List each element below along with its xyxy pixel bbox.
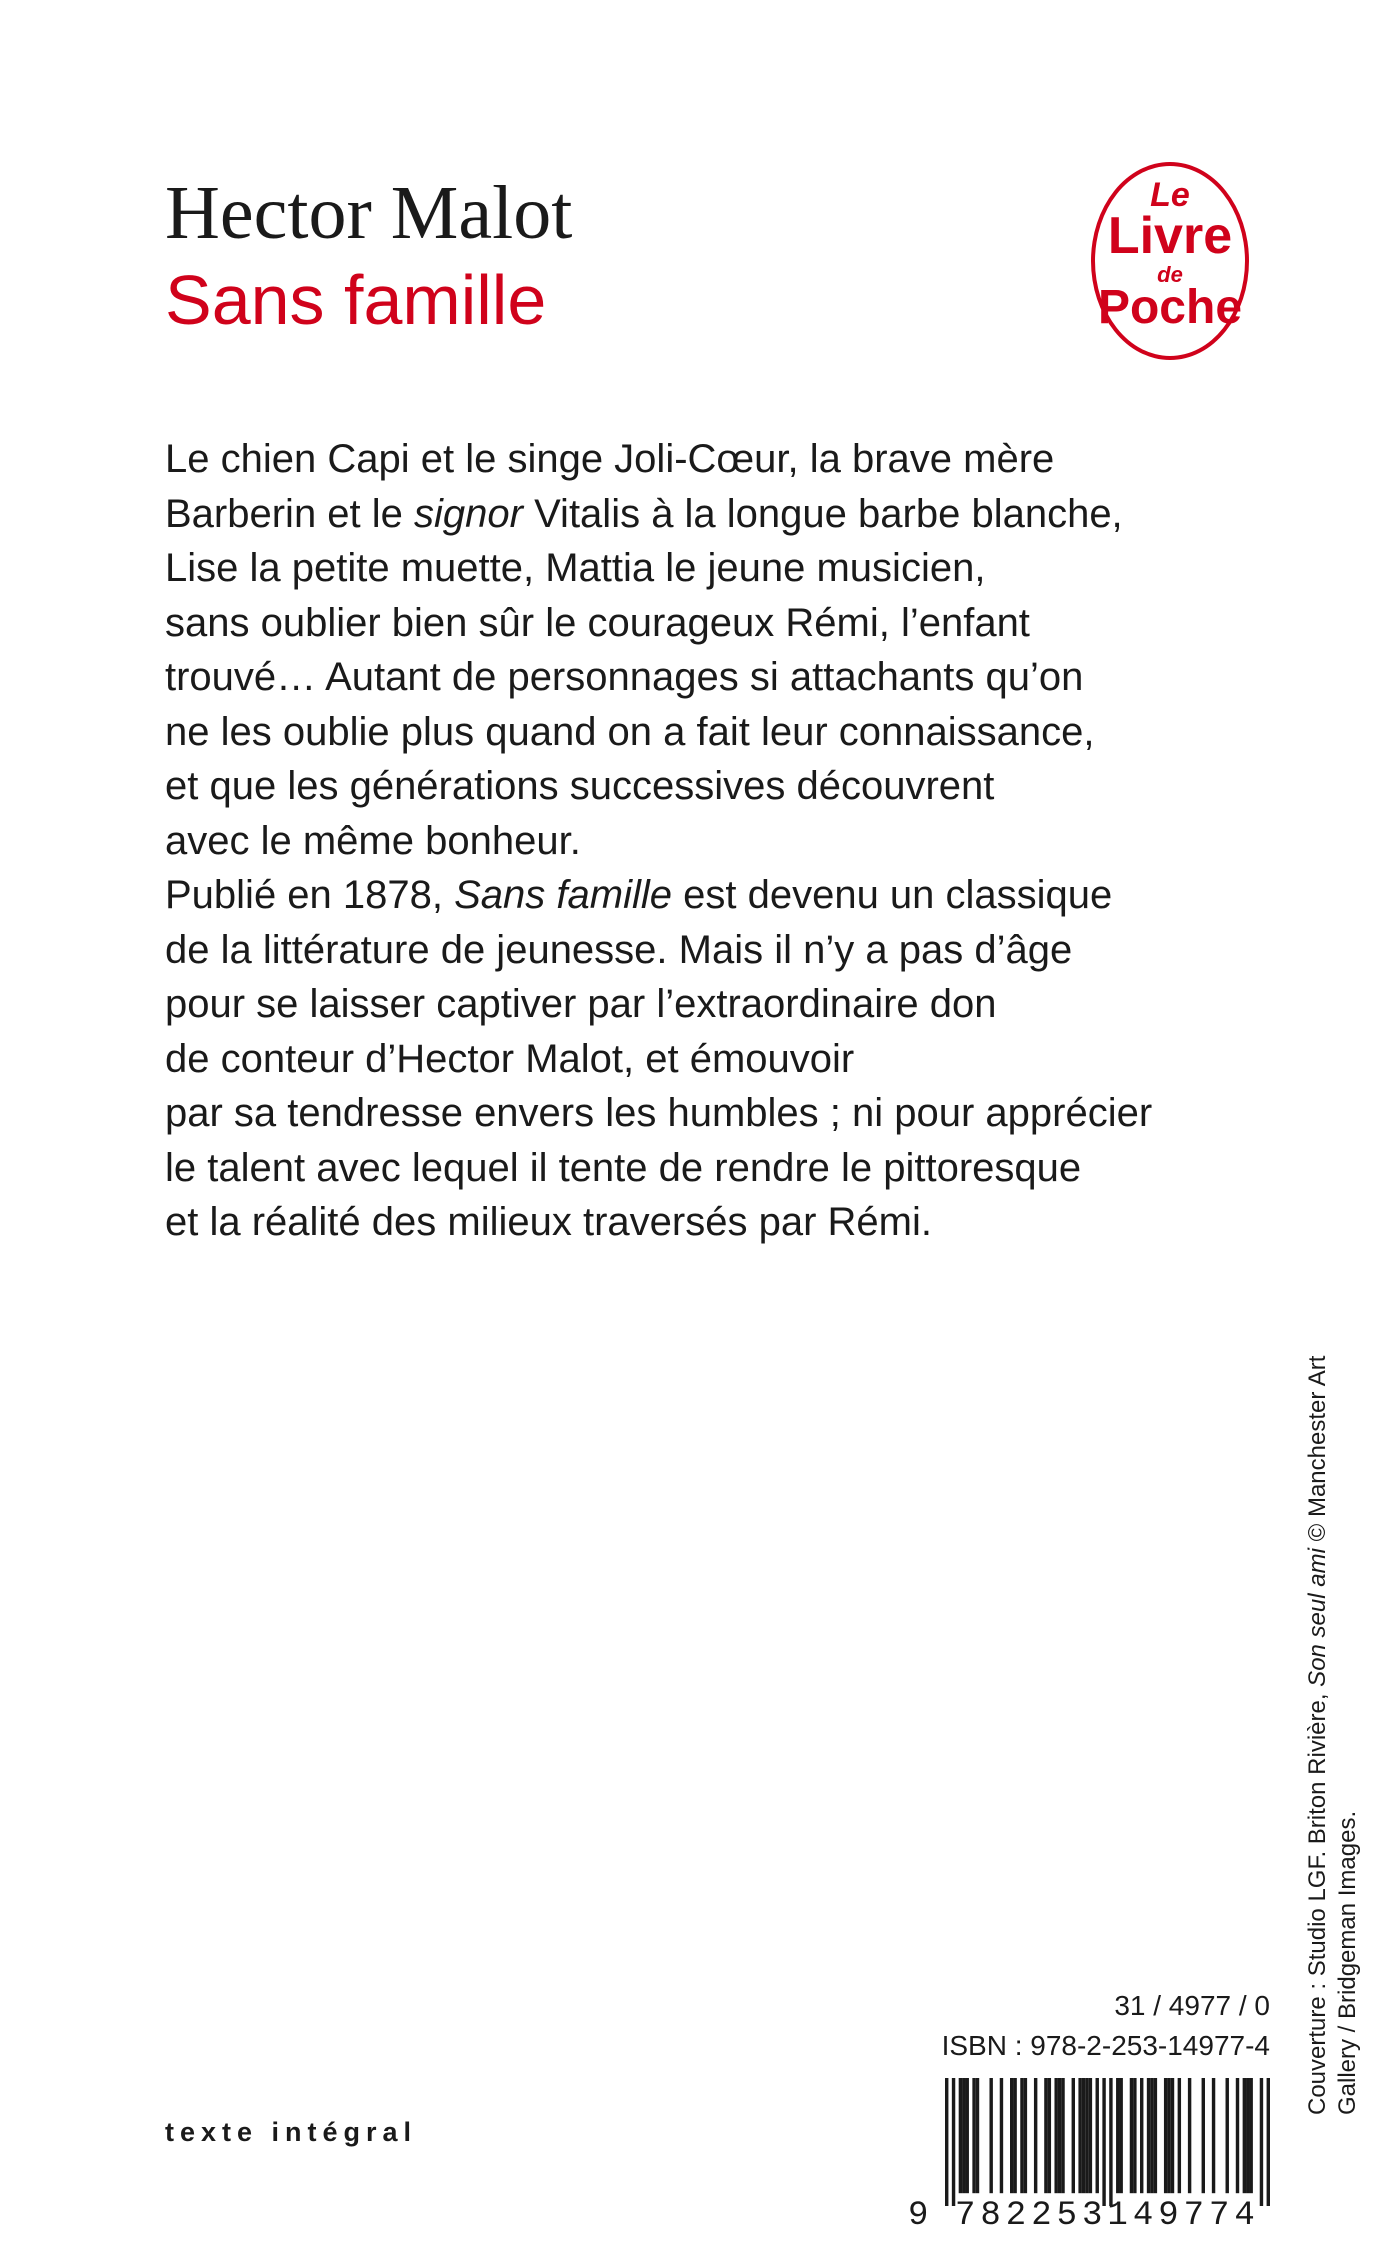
author-name: Hector Malot (165, 171, 573, 255)
barcode-bar (1109, 2078, 1112, 2206)
blurb-line (165, 868, 1245, 923)
barcode-bar (1267, 2078, 1270, 2206)
logo-text-le: Le (1150, 176, 1190, 214)
texte-integral-label: texte intégral (165, 2117, 418, 2147)
blurb-line: ne les oublie plus quand on a fait leur connaissance, (165, 709, 1095, 754)
barcode-bar (1246, 2078, 1249, 2193)
barcode (900, 2078, 1270, 2238)
barcode-bar (1260, 2078, 1263, 2206)
barcode-bar (1054, 2078, 1057, 2193)
blurb-line: sans oublier bien sûr le courageux Rémi, l’enfant (165, 600, 1030, 645)
barcode-bar (1000, 2078, 1003, 2193)
blurb-line: le talent avec lequel il tente de rendre le pittoresque (165, 1145, 1082, 1190)
blurb-text: Vitalis à la longue barbe blanche, (522, 491, 1123, 536)
barcode-bar (962, 2078, 965, 2193)
credit-line-1 (1303, 1356, 1333, 2115)
barcode-bar (1167, 2078, 1170, 2193)
barcode-bar (1249, 2078, 1252, 2193)
barcode-bar (1202, 2078, 1205, 2193)
blurb-line: Le chien Capi et le singe Joli-Cœur, la brave mère (165, 437, 1055, 481)
barcode-bar (976, 2078, 979, 2193)
barcode-bar (952, 2078, 955, 2206)
barcode-bar (959, 2078, 962, 2193)
blurb-line: de conteur d’Hector Malot, et émouvoir (165, 1036, 855, 1081)
blurb-text: est devenu un classique (672, 873, 1113, 917)
barcode-bar (1150, 2078, 1153, 2193)
blurb-paragraph-1 (165, 432, 1245, 868)
barcode-bar (1058, 2078, 1061, 2193)
barcode-bar (1188, 2078, 1191, 2193)
blurb-line: Lise la petite muette, Mattia le jeune musicien, (165, 546, 986, 590)
credit-italic: Son seul ami (1304, 1548, 1331, 1687)
credit-text: © Manchester Art (1304, 1355, 1331, 1549)
back-cover-blurb (165, 432, 1245, 1250)
blurb-italic: Sans famille (454, 873, 672, 917)
barcode-first-digit: 9 (908, 2197, 929, 2235)
barcode-bar (1226, 2078, 1229, 2193)
barcode-bar (1061, 2078, 1064, 2193)
barcode-bar (1048, 2078, 1051, 2193)
blurb-line: et la réalité des milieux traversés par Rémi. (165, 1200, 932, 1244)
barcode-bar (1072, 2078, 1075, 2193)
cover-credit (1303, 1356, 1363, 2115)
barcode-bar (1078, 2078, 1081, 2193)
barcode-bar (1171, 2078, 1174, 2193)
blurb-line: et que les générations successives découvrent (165, 764, 995, 808)
blurb-text: Barberin et le (165, 491, 415, 536)
blurb-paragraph-2 (165, 868, 1245, 1250)
barcode-bar (1140, 2078, 1143, 2193)
barcode-bar (1102, 2078, 1105, 2206)
barcode-bar (1116, 2078, 1119, 2193)
barcode-bar (1085, 2078, 1088, 2193)
blurb-line: avec le même bonheur. (165, 818, 581, 863)
blurb-italic: signor (414, 491, 523, 536)
barcode-bar (1044, 2078, 1047, 2193)
barcode-bar (1154, 2078, 1157, 2193)
barcode-bar (989, 2078, 992, 2193)
barcode-bar (1096, 2078, 1099, 2193)
blurb-line: trouvé… Autant de personnages si attachants qu’on (165, 655, 1084, 699)
barcode-digits: 782253149774 (955, 2197, 1260, 2235)
blurb-text: Publié en 1878, (165, 873, 455, 917)
barcode-bar (945, 2078, 948, 2206)
barcode-bar (1082, 2078, 1085, 2193)
barcode-bar (1034, 2078, 1037, 2193)
barcode-bar (1013, 2078, 1016, 2193)
barcode-bar (1010, 2078, 1013, 2193)
barcode-bar (1212, 2078, 1215, 2193)
catalog-code: 31 / 4977 / 0 (1114, 1990, 1270, 2021)
credit-text: Couverture : Studio LGF. Briton Rivière, (1304, 1686, 1331, 2115)
blurb-line: de la littérature de jeunesse. Mais il n’y a pas d’âge (165, 927, 1073, 972)
barcode-bar (1119, 2078, 1122, 2193)
livre-de-poche-logo (1091, 162, 1249, 360)
barcode-bar (1089, 2078, 1092, 2193)
barcode-bar (1133, 2078, 1136, 2193)
barcode-bar (1164, 2078, 1167, 2193)
barcode-bar (966, 2078, 969, 2193)
barcode-bar (1178, 2078, 1181, 2193)
barcode-bar (1130, 2078, 1133, 2193)
isbn-number: ISBN : 978-2-253-14977-4 (941, 2030, 1270, 2061)
barcode-bar (1147, 2078, 1150, 2193)
logo-text-poche: Poche (1097, 281, 1243, 334)
barcode-bar (1024, 2078, 1027, 2193)
barcode-bar (1243, 2078, 1246, 2193)
blurb-line: par sa tendresse envers les humbles ; ni pour apprécier (165, 1091, 1153, 1135)
barcode-bar (972, 2078, 975, 2193)
logo-text-livre: Livre (1107, 207, 1233, 265)
logo-text-de: de (1157, 262, 1183, 287)
barcode-bars (945, 2078, 1270, 2206)
blurb-line: pour se laisser captiver par l’extraordinaire don (165, 982, 997, 1026)
barcode-bar (1020, 2078, 1023, 2193)
book-title: Sans famille (165, 261, 547, 339)
credit-line-2: Gallery / Bridgeman Images. (1334, 1810, 1361, 2115)
blurb-line (165, 487, 1245, 542)
barcode-bar (1236, 2078, 1239, 2193)
